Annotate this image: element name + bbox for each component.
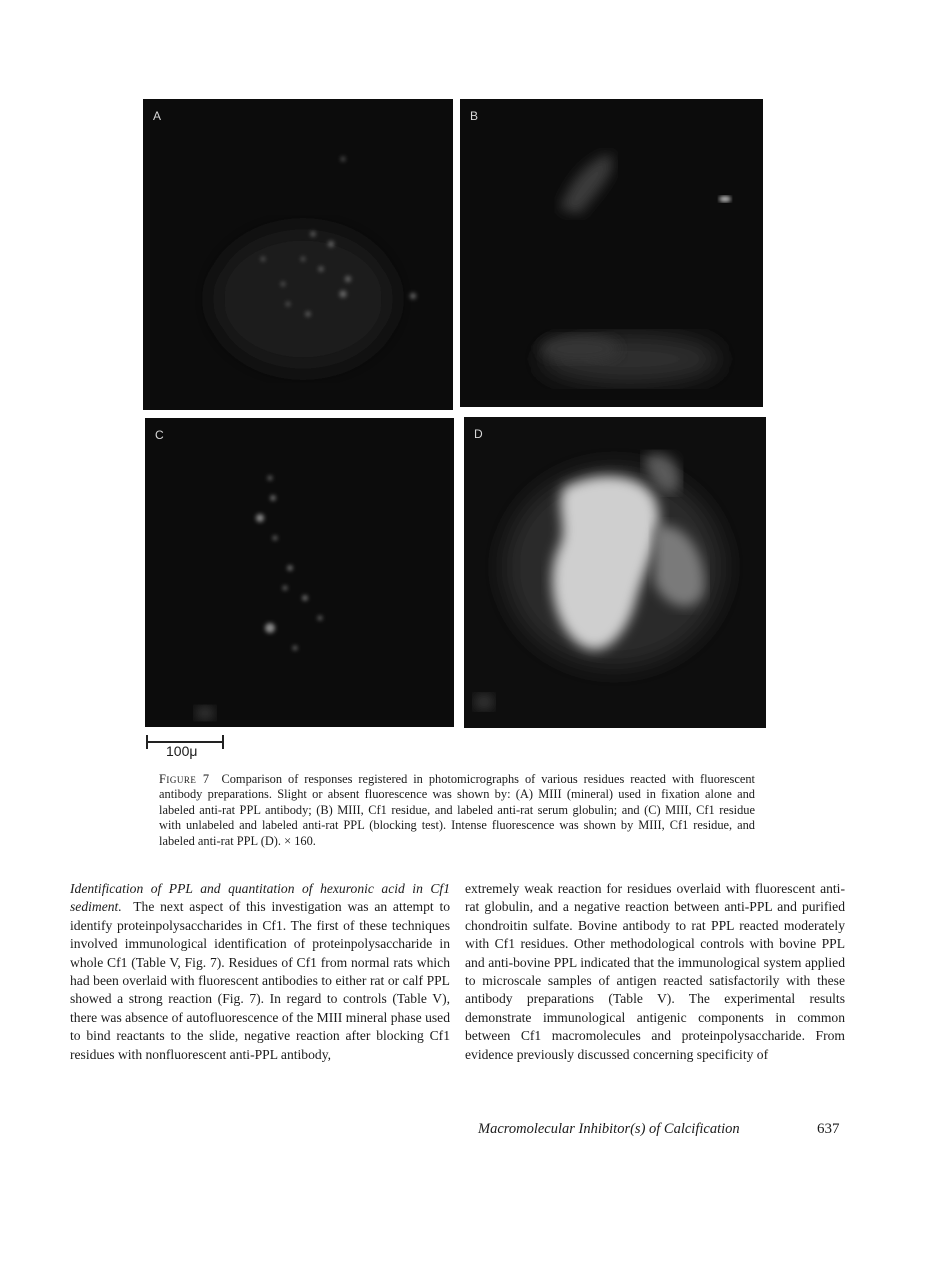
panel-label-d: D <box>474 427 483 441</box>
body-text-left: The next aspect of this investigation was an attempt to identify proteinpolysaccharides in Cf1. The first of these techniques involved immunological identification of proteinpolysaccharide in whole Cf1 (Table V, Fig. 7). Residues of Cf1 from normal rats which had been overlaid with fluorescent antibodies to either rat or calf PPL showed a strong reaction (Fig. 7). In regard to controls (Table V), there was absence of autofluorescence of the MIII mineral phase used to bind reactants to the slide, negative reaction after blocking Cf1 residues with nonfluorescent anti-PPL antibody, <box>70 899 451 1062</box>
section-lead-heading: Identification of PPL and quantitation of hexuronic acid in Cf1 sediment. <box>70 881 450 915</box>
body-text-right: extremely weak reaction for residues overlaid with fluorescent anti-rat globulin, and a negative reaction between anti-PPL and purified chondroitin sulfate. Bovine antibody to rat PPL reacted moderately with Cf1 residues. Other methodological controls with bovine PPL and anti-bovine PPL indicated that the immunological system applied to microscale samples of antigen reacted satisfactorily with these antibody preparations (Table V). The experimental results demonstrate immunological antigenic components in common between Cf1 macromolecules and proteinpolysaccharide. From evidence previously discussed concerning specificity of <box>465 881 845 1062</box>
figure-caption-label: Figure 7 <box>159 772 210 786</box>
panel-label-a: A <box>153 109 162 123</box>
scale-bar-right-tick <box>222 735 224 749</box>
micrograph-c-image <box>145 418 454 727</box>
panel-label-c: C <box>155 428 164 442</box>
micrograph-panel-a <box>143 99 453 410</box>
body-column-left <box>70 880 450 1064</box>
micrograph-b-image <box>460 99 763 407</box>
scale-bar <box>144 734 226 764</box>
micrograph-panel-c <box>145 418 454 727</box>
figure-caption <box>159 772 755 849</box>
page-number: 637 <box>817 1121 840 1137</box>
micrograph-a-image <box>143 99 453 410</box>
running-footer-title: Macromolecular Inhibitor(s) of Calcification <box>478 1121 740 1137</box>
micrograph-panel-b <box>460 99 763 407</box>
panel-label-b: B <box>470 109 479 123</box>
figure-caption-text: Comparison of responses registered in photomicrographs of various residues reacted with fluorescent antibody preparations. Slight or absent fluorescence was shown by: (A) MIII (mineral) used in fixation alone and labeled anti-rat PPL antibody; (B) MIII, Cf1 residue, and labeled anti-rat serum globulin; and (C) MIII, Cf1 residue with unlabeled and labeled anti-rat PPL (blocking test). Intense fluorescence was shown by MIII, Cf1 residue, and labeled anti-rat PPL (D). × 160. <box>159 772 755 848</box>
scale-bar-label: 100μ <box>166 743 198 759</box>
body-paragraph-left <box>70 880 450 1064</box>
micrograph-panel-d <box>464 417 766 728</box>
body-column-right <box>465 880 845 1064</box>
micrograph-d-image <box>464 417 766 728</box>
